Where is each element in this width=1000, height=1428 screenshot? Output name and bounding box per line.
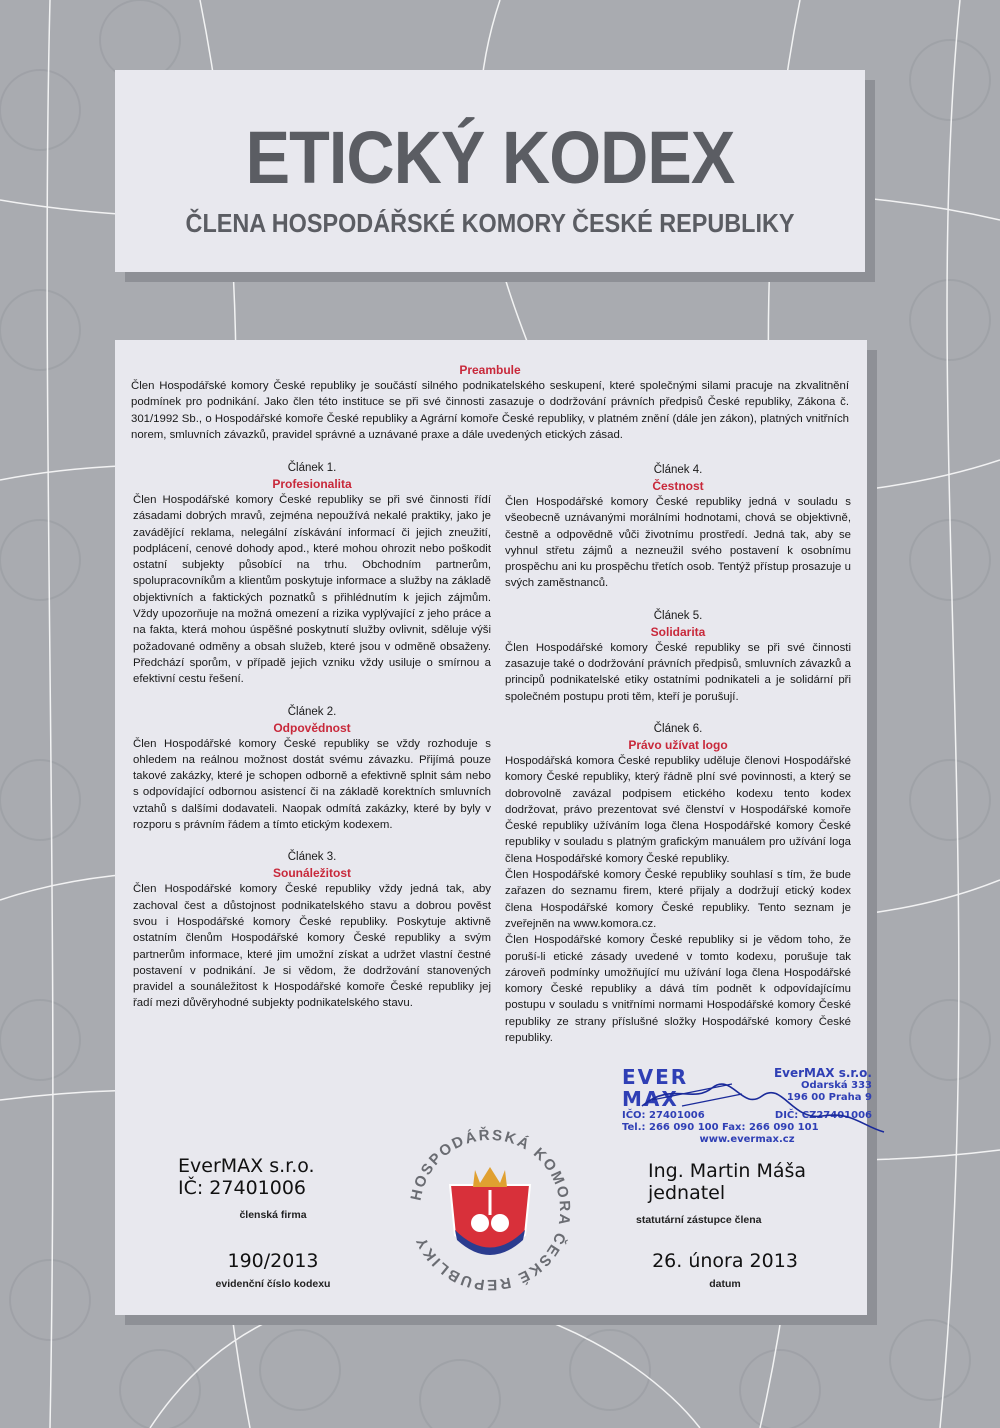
article-text: Člen Hospodářské komory České republiky se při své činnosti řídí zásadami dobrých mravů, zejména nepoužívá nekalé praktiky, jako je zavádějící reklama, nelegální získávání informací či jejich zneužití, podplácení, cenové dohody apod., které mohou ohrozit nebo poškodit ostatní subjekty působící na trhu. Obchodním partnerům, spolupracovníkům a klientům poskytuje informace a služby na základě objektivních a faktických poznatků s přihlédnutím k jejich zájmům. Vždy upozorňuje na možná omezení a rizika vyplývající z jeho práce a na fakta, která mohou úspěšné poskytnutí služby ovlivnit, sděluje výši požadované odměny a obsah služeb, které jsou v odměně obsaženy. Předchází sporům, v případě jejich vzniku vždy usiluje o smírnou a efektivní cestu řešení. <box>133 494 491 686</box>
representative-label: statutární zástupce člena <box>636 1214 762 1226</box>
article-title: Sounáležitost <box>272 866 351 881</box>
article-text: Člen Hospodářské komory České republiky se při své činnosti zasazuje také o dodržování právních předpisů, smluvních závazků a principů podnikatelské etiky ostatními podnikateli a je solidární při společném postupu proti těm, kteří je porušují. <box>505 641 851 703</box>
article-number: Článek 6. <box>653 722 703 735</box>
article-text: Člen Hospodářské komory České republiky se vždy rozhoduje s ohledem na reálnou možnost dostát svému závazku. Přijímá pouze takové zakázky, které je schopen odborně a efektivně splnit sám nebo s odpovídající odbornou asistencí či na základě korektních smluvních vztahů s dalšími dodavateli. Naopak odmítá zakázky, které by byly v rozporu s právním řádem a tímto etickým kodexem. <box>133 737 491 832</box>
article-number: Článek 2. <box>287 705 337 718</box>
stamp-dic: DIČ: CZ27401006 <box>774 1110 872 1121</box>
preamble-text: Člen Hospodářské komory České republiky je součástí silného podnikatelského seskupení, které společnými silami pracuje na zkvalitnění podmínek pro podnikání. Jako člen této instituce se při své činnosti zasazuje o dodržování právních předpisů České republiky, Zákona č. 301/1992 Sb., o Hospodářské komoře České republiky a Agrární komoře České republiky, v platném znění (dále jen zákon), platných vnitřních norem, smluvních závazků, pravidel správné a uznávané praxe a dále uvedených etických zásad. <box>131 380 849 441</box>
article-2 <box>133 704 491 834</box>
company-stamp <box>622 1066 872 1146</box>
stamp-web: www.evermax.cz <box>699 1134 795 1145</box>
article-number: Článek 3. <box>287 851 337 864</box>
chamber-emblem <box>395 1115 585 1305</box>
header-panel <box>115 70 865 272</box>
article-5 <box>505 608 851 705</box>
article-text: Hospodářská komora České republiky uděluje členovi Hospodářské komory České republiky, který řádně plní své povinnosti, a který se dobrovolně zavázal podpisem etického kodexu tento kodex dodržovat, právo prezentovat své členství v Hospodářské komoře České republiky užíváním loga člena Hospodářské komory České republiky v souladu s platným grafickým manuálem pro užívání loga člena Hospodářské komory České republiky. <box>505 754 851 865</box>
article-text: Člen Hospodářské komory České republiky jedná v souladu s všeobecně uznávanými morálními hodnotami, chová se objektivně, čestně a odpovědně vůči životnímu prostředí. Jedná tak, aby se vyhnul střetu zájmů a nezneužil svého postavení k osobnímu prospěchu ani ku prospěchu třetích osob. Tentýž přístup prosazuje u svých zaměstnanců. <box>505 496 851 590</box>
code-number-block <box>178 1250 368 1290</box>
article-text: Člen Hospodářské komory České republiky si je vědom toho, že poruší-li etické zásady uvedené v tomto kodexu, porušuje tak zároveň podmínky umožňující mu užívání loga člena Hospodářské komory České republiky a dává tím podnět k odpovídajícímu postupu v souladu s vnitřními normami Hospodářské komory České republiky ze strany příslušné složky Hospodářské komory České republiky. <box>505 934 851 1045</box>
member-name: EverMAX s.r.o. <box>178 1155 315 1177</box>
code-number-label: evidenční číslo kodexu <box>215 1278 331 1290</box>
signing-date: 26. února 2013 <box>652 1250 798 1272</box>
stamp-logo-top: EVER <box>622 1065 689 1089</box>
member-block <box>178 1155 368 1221</box>
stamp-phone: Tel.: 266 090 100 Fax: 266 090 101 <box>622 1122 819 1133</box>
representative-name: Ing. Martin Máša <box>648 1160 807 1182</box>
stamp-logo <box>622 1066 714 1110</box>
stamp-street: Odarská 333 <box>800 1080 872 1091</box>
crown-icon <box>473 1167 507 1187</box>
article-6 <box>505 721 851 1046</box>
representative-role: jednatel <box>648 1182 726 1204</box>
preamble-section <box>131 362 849 443</box>
article-text: Člen Hospodářské komory České republiky vždy jedná tak, aby zachoval čest a důstojnost podnikatelského stavu a dobrou pověst svou i Hospodářské komory České republiky. Poskytuje aktivně ostatním členům Hospodářské komory České republiky a svým partnerům informace, které jim umožní získat a udržet vlastní čestné postavení v podnikání. Je si vědom, že dodržování stanovených pravidel a sounáležitost k Hospodářské komoře České republiky jej řadí mezi důvěryhodné subjekty podnikatelského stavu. <box>133 883 491 1010</box>
article-number: Článek 5. <box>653 609 703 622</box>
article-title: Právo užívat logo <box>628 737 728 752</box>
article-title: Profesionalita <box>272 477 352 491</box>
stamp-ico: IČO: 27401006 <box>622 1110 705 1121</box>
date-label: datum <box>709 1278 741 1290</box>
stamp-company: EverMAX s.r.o. <box>773 1066 872 1080</box>
date-block <box>630 1250 820 1290</box>
article-text: Člen Hospodářské komory České republiky souhlasí s tím, že bude zařazen do seznamu firem, které přijaly a dodržují etický kodex člena Hospodářské komory České republiky. Tento seznam je zveřejněn na www.komora.cz. <box>505 869 851 930</box>
right-column <box>505 462 851 1062</box>
article-number: Článek 1. <box>287 462 337 474</box>
code-number: 190/2013 <box>227 1250 319 1272</box>
article-title: Čestnost <box>652 479 704 493</box>
member-label: členská firma <box>239 1209 307 1221</box>
preamble-heading: Preambule <box>459 363 521 377</box>
article-number: Článek 4. <box>653 464 703 476</box>
article-1 <box>133 460 491 688</box>
stamp-city: 196 00 Praha 9 <box>786 1092 872 1103</box>
document-subtitle: ČLENA HOSPODÁŘSKÉ KOMORY ČESKÉ REPUBLIKY <box>185 208 795 238</box>
member-ic: IČ: 27401006 <box>178 1177 307 1199</box>
article-title: Solidarita <box>650 624 706 639</box>
article-title: Odpovědnost <box>273 720 351 735</box>
document-title: ETICKÝ KODEX <box>245 116 735 199</box>
left-column <box>133 460 491 1028</box>
emblem-ring-text: HOSPODÁŘSKÁ KOMORA ČESKÉ REPUBLIKY <box>407 1126 574 1294</box>
article-4 <box>505 462 851 592</box>
article-3 <box>133 849 491 1011</box>
stamp-top-row <box>622 1066 872 1110</box>
stamp-logo-bottom: MAX <box>622 1087 679 1111</box>
stamp-address <box>722 1066 872 1104</box>
representative-block <box>636 1160 848 1226</box>
stamp-id-row <box>622 1110 872 1122</box>
